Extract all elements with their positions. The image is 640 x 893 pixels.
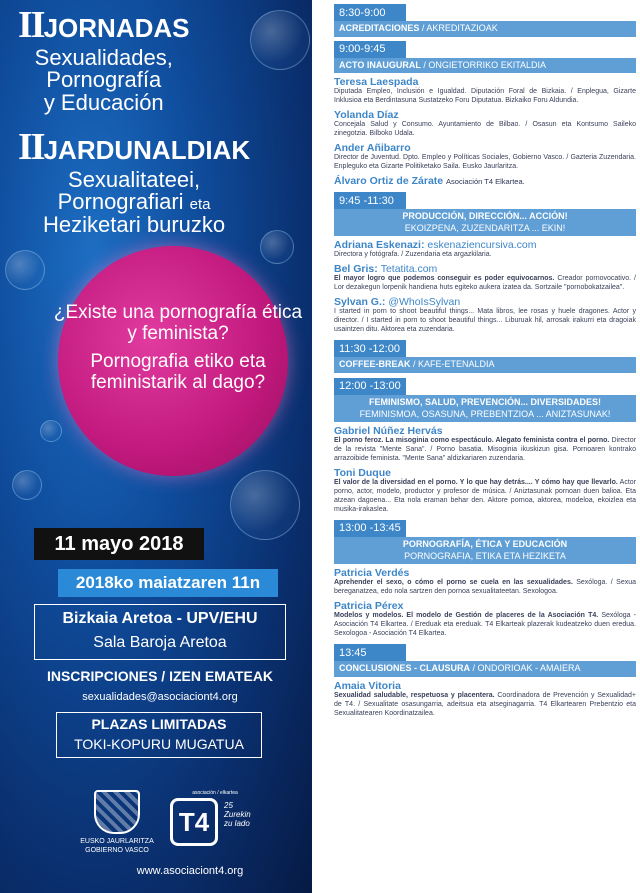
bubble-decoration [260, 230, 294, 264]
venue-box [34, 604, 286, 660]
title-es-main: JORNADAS [43, 13, 190, 43]
session-title: ACREDITACIONES [339, 23, 420, 33]
speaker-desc: I started in porn to shoot beautiful things... Mata libros, lee rosas y huele dragones. Actor y director. / I started in porn to shoot beautiful things... Liburuak hil, arrosak irakurri eta dragoiak usaintzen ditu. Aktorea eta zuzendaria. [334, 308, 636, 334]
session-title-eu: EKOIZPENA, ZUZENDARITZA ... EKIN! [404, 222, 566, 233]
gobierno-vasco-logo [74, 790, 160, 855]
coat-of-arms-icon [94, 790, 140, 834]
logo-ej-line2: GOBIERNO VASCO [85, 847, 149, 855]
speaker-name-row [334, 239, 640, 251]
t4-logo [170, 790, 260, 846]
title-eu-sub [18, 166, 250, 237]
talk-title: El valor de la diversidad en el porno. Y lo que hay detrás.... Y cómo hay que llevarlo. [334, 479, 618, 487]
session-title-eu: / ONDORIOAK - AMAIERA [470, 663, 581, 674]
venue-name: Bizkaia Aretoa - UPV/EHU [62, 610, 258, 627]
date-eu: 2018ko maiatzaren 11n [58, 569, 278, 597]
session-title-eu: FEMINISMOA, OSASUNA, PREBENTZIOA ... ANIZTASUNAK! [359, 408, 611, 419]
venue-room: Sala Baroja Aretoa [93, 634, 227, 651]
session-band [334, 357, 636, 373]
session-title-eu: / KAFE-ETENALDIA [410, 359, 495, 370]
title-eu [18, 128, 250, 236]
roman-numeral: II [18, 126, 44, 168]
speaker-org: Asociación T4 Elkartea. [446, 177, 525, 187]
speaker-desc [334, 437, 636, 464]
t4-logo-tagline: 25 Zurekin zu lado [224, 801, 251, 828]
speaker-desc [334, 479, 636, 515]
speaker-name-row [334, 175, 640, 187]
question-es: ¿Existe una pornografía ética y feminista? [53, 302, 303, 345]
speaker-name: Patricia Verdés [334, 567, 410, 580]
bubble-decoration [12, 470, 42, 500]
session-title: ACTO INAUGURAL [339, 59, 421, 70]
t4-logo-mark: T4 [170, 798, 218, 846]
speaker-bio: Actor porno, actor, modelo, productor y profesor de música. / Aniztasunak pornoan duen balioa. Eta atzean dagoena... Eta nola eraman behar den. Aktore pornoa, aktorea, modeloa, ekoizlea eta musika-irakaslea. [334, 479, 636, 513]
speaker-name: Sylvan G.: [334, 296, 386, 309]
speaker-desc [334, 692, 636, 719]
session-title: CONCLUSIONES - CLAUSURA [339, 663, 471, 674]
session-band [334, 21, 636, 37]
date-es: 11 mayo 2018 [34, 528, 204, 560]
speaker-name: Teresa Laespada [334, 76, 419, 89]
speaker-bio: Sexóloga - Asociación T4 Elkartea. / Ereduak eta ereduak. T4 Elkarteak plazerak kudeatzeko duen eredua. Sexologoa - Asociación T4 Elkartea. [334, 612, 636, 638]
limited-places-es: PLAZAS LIMITADAS [91, 716, 227, 732]
speaker-name: Toni Duque [334, 467, 391, 480]
talk-title: Sexualidad saludable, respetuosa y placentera. [334, 691, 495, 699]
session-band [334, 395, 636, 422]
title-es-sub: Sexualidades, Pornografía y Educación [34, 44, 173, 115]
speaker-name: Gabriel Núñez Hervás [334, 425, 443, 438]
session-band [334, 537, 636, 564]
session-title-eu: / ONGIETORRIKO EKITALDIA [420, 59, 547, 70]
question-text [48, 302, 308, 399]
talk-title: El mayor logro que podemos conseguir es poder equivocarnos. [334, 275, 555, 283]
speaker-desc [334, 275, 636, 293]
question-eu: Pornografia etiko eta feministarik al dago? [90, 350, 266, 393]
session-time: 9:45 -11:30 [334, 192, 406, 209]
talk-title: Aprehender el sexo, o cómo el porno se cuela en las sexualidades. [334, 579, 573, 587]
limited-places-box [56, 712, 262, 758]
bubble-decoration [250, 10, 310, 70]
session-title: COFFEE-BREAK [339, 359, 411, 370]
speaker-bio: Coordinadora de Prevención y Sexualidad+ de T4. / Sexualitate osasungarria, adeitsua eta atseginagarria. T4 Elkartearen Prebentzio eta Sexualitatearen Koordinatzailea. [334, 691, 636, 717]
speaker-name: Yolanda Díaz [334, 109, 399, 122]
speaker-name-row [334, 263, 640, 275]
speaker-name: Adriana Eskenazi: [334, 239, 425, 252]
session-time: 8:30-9:00 [334, 4, 406, 21]
speaker-name: Amaia Vitoria [334, 679, 401, 692]
session-time: 13:45 [334, 644, 406, 661]
speaker-desc [334, 612, 636, 639]
session-time: 13:00 -13:45 [334, 520, 406, 537]
speaker-desc: Director de Juventud. Dpto. Empleo y Políticas Sociales, Gobierno Vasco. / Gazteria Zuzendaria. Enpleguko eta Gizarte Politiketako Saila. Eusko Jaurlaritza. [334, 154, 636, 171]
session-time: 12:00 -13:00 [334, 378, 406, 395]
speaker-desc: Directora y fotógrafa. / Zuzendaria eta argazkilaria. [334, 251, 492, 259]
session-band [334, 661, 636, 677]
speaker-bio: Creador pornovocativo. / Lor dezakegun lorpenik handiena huts egiteko aukera izatea da. Sortzaile "pornobokatzailea". [334, 275, 636, 292]
speaker-bio: Sexóloga. / Sexua bereganatzea, edo nola sartzen den pornoa sexualitateetan. Sexologoa. [334, 579, 637, 596]
speaker-name: Patricia Pérex [334, 600, 404, 613]
speaker-name: Álvaro Ortiz de Zárate [334, 175, 444, 188]
bubble-decoration [40, 420, 62, 442]
title-eu-sub-eta: eta [189, 196, 211, 214]
title-eu-main: JARDUNALDIAK [43, 135, 251, 165]
title-eu-sub-c: Heziketari buruzko [42, 211, 226, 237]
speaker-link[interactable]: @WhoIsSylvan [388, 296, 461, 309]
session-title: FEMINISMO, SALUD, PREVENCIÓN... DIVERSIDADES! [368, 396, 602, 407]
title-eu-sub-b: Pornografiari [57, 189, 184, 215]
speaker-name: Bel Gris: [334, 263, 378, 276]
bubble-decoration [5, 250, 45, 290]
bubble-decoration [230, 470, 300, 540]
title-es [18, 6, 190, 114]
talk-title: El porno feroz. La misoginia como espectáculo. Alegato feminista contra el porno. [334, 437, 610, 445]
speaker-desc: Concejala Salud y Consumo. Ayuntamiento de Bilbao. / Osasun eta Kontsumo Saileko zinegotzia. Bilboko Udala. [334, 121, 636, 138]
speaker-link[interactable]: Tetatita.com [380, 263, 438, 276]
t4-logo-label: asociación / elkartea [192, 790, 238, 796]
speaker-bio: Director de la revista "Mente Sana". / Porno basatia. Misoginia ikuskizun gisa. Pornoaren kontrako arrazoibide feminista. "Mente Sana" aldizkariaren zuzendaria. [334, 437, 636, 463]
talk-title: Modelos y modelos. El modelo de Gestión de placeres de la Asociación T4. [334, 612, 599, 620]
roman-numeral: II [18, 4, 44, 46]
speaker-name-row [334, 296, 640, 308]
session-band [334, 209, 636, 236]
session-title: PORNOGRAFÍA, ÉTICA Y EDUCACIÓN [402, 538, 568, 549]
inscriptions-email[interactable]: sexualidades@asociaciont4.org [82, 691, 238, 703]
session-band [334, 58, 636, 74]
session-title-eu: / AKREDITAZIOAK [419, 23, 498, 33]
session-time: 11:30 -12:00 [334, 340, 406, 357]
speaker-link[interactable]: eskenaziencursiva.com [427, 239, 537, 252]
session-title: PRODUCCIÓN, DIRECCIÓN... ACCIÓN! [402, 211, 568, 222]
speaker-name: Ander Añibarro [334, 142, 411, 155]
inscriptions-title: INSCRIPCIONES / IZEN EMATEAK [46, 668, 274, 684]
title-eu-sub-a: Sexualitateei, [68, 166, 201, 192]
speaker-desc [334, 579, 636, 597]
poster-panel [0, 0, 312, 893]
website-link[interactable]: www.asociaciont4.org [136, 865, 244, 877]
session-time: 9:00-9:45 [334, 41, 406, 58]
program-panel [312, 0, 640, 893]
speaker-desc: Diputada Empleo, Inclusión e Igualdad. Diputación Foral de Bizkaia. / Enplegua, Gizarte Inklusioa eta Berdintasuna Sustatzeko Foru Diputatua. Bizkaiko Foru Aldundia. [334, 88, 636, 105]
session-title-eu: PORNOGRAFIA, ETIKA ETA HEZIKETA [404, 550, 566, 561]
limited-places-eu: TOKI-KOPURU MUGATUA [74, 735, 244, 752]
logo-ej-line1: EUSKO JAURLARITZA [80, 838, 154, 845]
